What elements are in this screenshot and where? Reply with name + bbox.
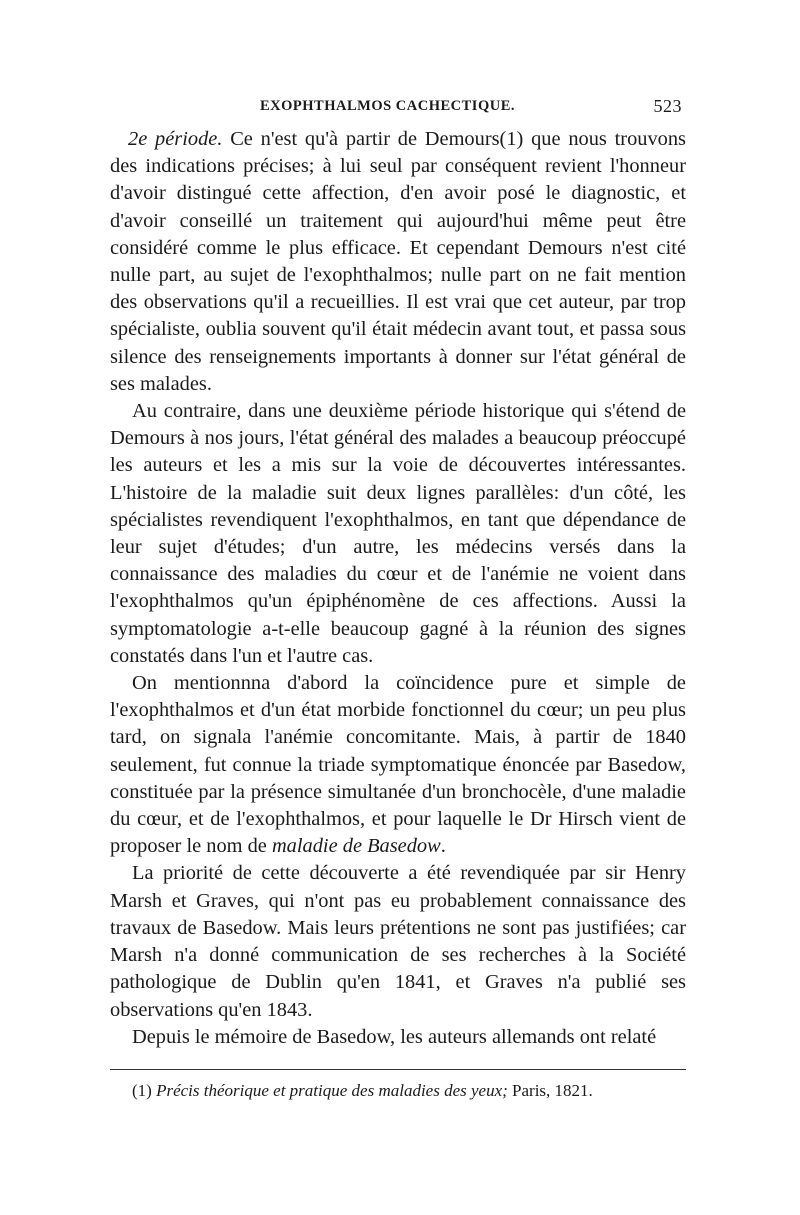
disease-name: maladie de Basedow	[271, 835, 441, 858]
paragraph-5: Depuis le mémoire de Basedow, les auteurs allemands ont relaté	[132, 1025, 657, 1048]
footnote-divider	[110, 1069, 686, 1070]
paragraph-4: La priorité de cette découverte a été revendiquée par sir Henry Marsh et Graves, qui n'ont pas eu probablement connaissance des travaux de Basedow. Mais leurs prétentions ne sont pas justifiées; car Marsh n'a donné communication de ses recherches à la Société pathologique de Dublin qu'en 1841, et Graves n'a publié ses observations qu'en 1843.	[110, 862, 686, 1021]
footnote-citation: Paris, 1821.	[507, 1080, 593, 1100]
paragraph-3-end: .	[440, 835, 446, 858]
footnote-title: Précis théorique et pratique des maladies des yeux;	[156, 1080, 508, 1100]
page-number: 523	[653, 96, 682, 116]
footnote	[110, 1080, 686, 1102]
running-header	[110, 94, 686, 120]
period-heading: 2e période.	[128, 128, 223, 150]
paragraph-3	[110, 670, 686, 860]
footnote-marker: (1)	[132, 1080, 152, 1100]
paragraph-2: Au contraire, dans une deuxième période historique qui s'étend de Demours à nos jours, l'état général des malades a beaucoup préoccupé les auteurs et les a mis sur la voie de découvertes intéressantes. L'histoire de la maladie suit deux lignes parallèles: d'un côté, les spécialistes revendiquent l'exophthalmos, en tant que dépendance de leur sujet d'études; d'un autre, les médecins versés dans la connaissance des maladies du cœur et de l'anémie ne voient dans l'exophthalmos qu'un épiphénomène de ces affections. Aussi la symptomatologie a-t-elle beaucoup gagné à la réunion des signes constatés dans l'un et l'autre cas.	[110, 400, 686, 667]
paragraph-3-text: On mentionnna d'abord la coïncidence pure et simple de l'exophthalmos et d'un état morbide fonctionnel du cœur; un peu plus tard, on signala l'anémie concomitante. Mais, à partir de 1840 seulement, fut connue la triade symptomatique énoncée par Basedow, constituée par la présence simultanée d'un bronchocèle, d'une maladie du cœur, et de l'exophthalmos, et pour laquelle le Dr Hirsch vient de proposer le nom de	[110, 672, 686, 858]
body-text	[110, 126, 686, 1051]
paragraph-1-text: Ce n'est qu'à partir de Demours(1) que nous trouvons des indications précises; à lui seul par conséquent revient l'honneur d'avoir distingué cette affection, d'en avoir posé le diagnostic, et d'avoir conseillé un traitement qui aujourd'hui même peut être considéré comme le plus efficace. Et cependant Demours n'est cité nulle part, au sujet de l'exophthalmos; nulle part on ne fait mention des observations qu'il a recueillies. Il est vrai que cet auteur, par trop spécialiste, oublia souvent qu'il était médecin avant tout, et passa sous silence des renseignements importants à donner sur l'état général de ses malades.	[110, 128, 686, 395]
paragraph-1	[110, 126, 686, 398]
running-title: EXOPHTHALMOS CACHECTIQUE.	[260, 98, 515, 114]
book-page	[110, 94, 686, 1102]
